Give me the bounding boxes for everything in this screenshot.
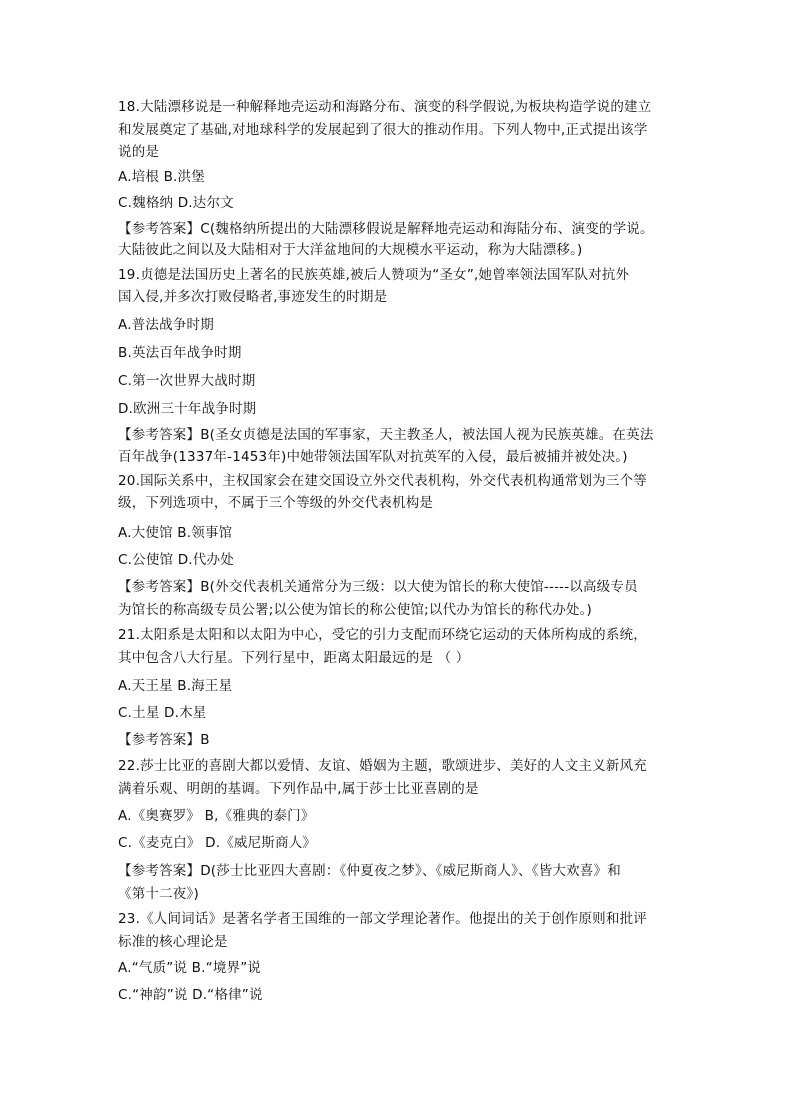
option-line: A.大使馆 B.领事馆: [118, 525, 233, 541]
question-stem-line: 20.国际关系中，主权国家会在建交国设立外交代表机构，外交代表机构通常划为三个等: [118, 473, 647, 489]
question-stem-line: 其中包含八大行星。下列行星中，距离太阳最远的是 （ ）: [118, 650, 470, 666]
answer-line: 大陆彼此之间以及大陆相对于大洋盆地间的大规模水平运动，称为大陆漂移。): [118, 242, 583, 258]
option-line: D.欧洲三十年战争时期: [118, 401, 257, 417]
question-stem-line: 22.莎士比亚的喜剧大都以爱情、友谊、婚姻为主题，歌颂进步、美好的人文主义新风充: [118, 758, 647, 774]
question-stem-line: 19.贞德是法国历史上著名的民族英雄,被后人赞项为“圣女”,她曾率领法国军队对抗外: [118, 267, 630, 283]
question-stem-line: 满着乐观、明朗的基调。下列作品中,属于莎士比亚喜剧的是: [118, 781, 479, 797]
option-line: A.《奥赛罗》 B,《雅典的泰门》: [118, 808, 315, 824]
answer-line: 【参考答案】B(圣女贞德是法国的军事家，天主教圣人，被法国人视为民族英雄。在英法: [118, 427, 654, 443]
question-stem-line: 级，下列选项中，不属于三个等级的外交代表机构是: [118, 495, 434, 511]
option-line: A.培根 B.洪堡: [118, 169, 205, 185]
option-line: C.《麦克白》 D.《威尼斯商人》: [118, 835, 317, 851]
question-stem-line: 说的是: [118, 144, 160, 160]
answer-line: 【参考答案】C(魏格纳所提出的大陆漂移假说是解释地壳运动和海陆分布、演变的学说。: [118, 221, 654, 237]
option-line: C.公使馆 D.代办处: [118, 552, 234, 568]
option-line: C.魏格纳 D.达尔文: [118, 195, 234, 211]
question-stem-line: 标准的核心理论是: [118, 934, 228, 950]
option-line: C.土星 D.木星: [118, 705, 207, 721]
question-stem-line: 18.大陆漂移说是一种解释地壳运动和海路分布、演变的科学假说,为板块构造学说的建立: [118, 99, 652, 115]
option-line: C.第一次世界大战时期: [118, 373, 256, 389]
option-line: A.“气质”说 B.“境界”说: [118, 960, 262, 976]
answer-line: 【参考答案】B: [118, 732, 210, 748]
question-stem-line: 21.太阳系是太阳和以太阳为中心，受它的引力支配而环绕它运动的天体所构成的系统，: [118, 627, 647, 643]
question-stem-line: 和发展奠定了基础,对地球科学的发展起到了很大的推动作用。下列人物中,正式提出该学: [118, 122, 648, 138]
question-stem-line: 23.《人间词话》是著名学者王国维的一部文学理论著作。他提出的关于创作原则和批评: [118, 911, 647, 927]
option-line: C.“神韵”说 D.“格律”说: [118, 987, 263, 1003]
question-stem-line: 国入侵,并多次打败侵略者,事迹发生的时期是: [118, 289, 388, 305]
answer-line: 百年战争(1337年-1453年)中她带领法国军队对抗英军的入侵，最后被捕并被处决。): [118, 449, 628, 465]
answer-line: 【参考答案】D(莎士比亚四大喜剧：《仲夏夜之梦》、《威尼斯商人》、《皆大欢喜》和: [118, 863, 621, 879]
option-line: B.英法百年战争时期: [118, 345, 242, 361]
answer-line: 为馆长的称高级专员公署;以公使为馆长的称公使馆;以代办为馆长的称代办处。): [118, 602, 593, 618]
option-line: A.天王星 B.海王星: [118, 678, 233, 694]
answer-line: 【参考答案】B(外交代表机关通常分为三级：以大使为馆长的称大使馆-----以高级专员: [118, 579, 638, 595]
option-line: A.普法战争时期: [118, 317, 214, 333]
answer-line: 《第十二夜》): [118, 886, 199, 902]
